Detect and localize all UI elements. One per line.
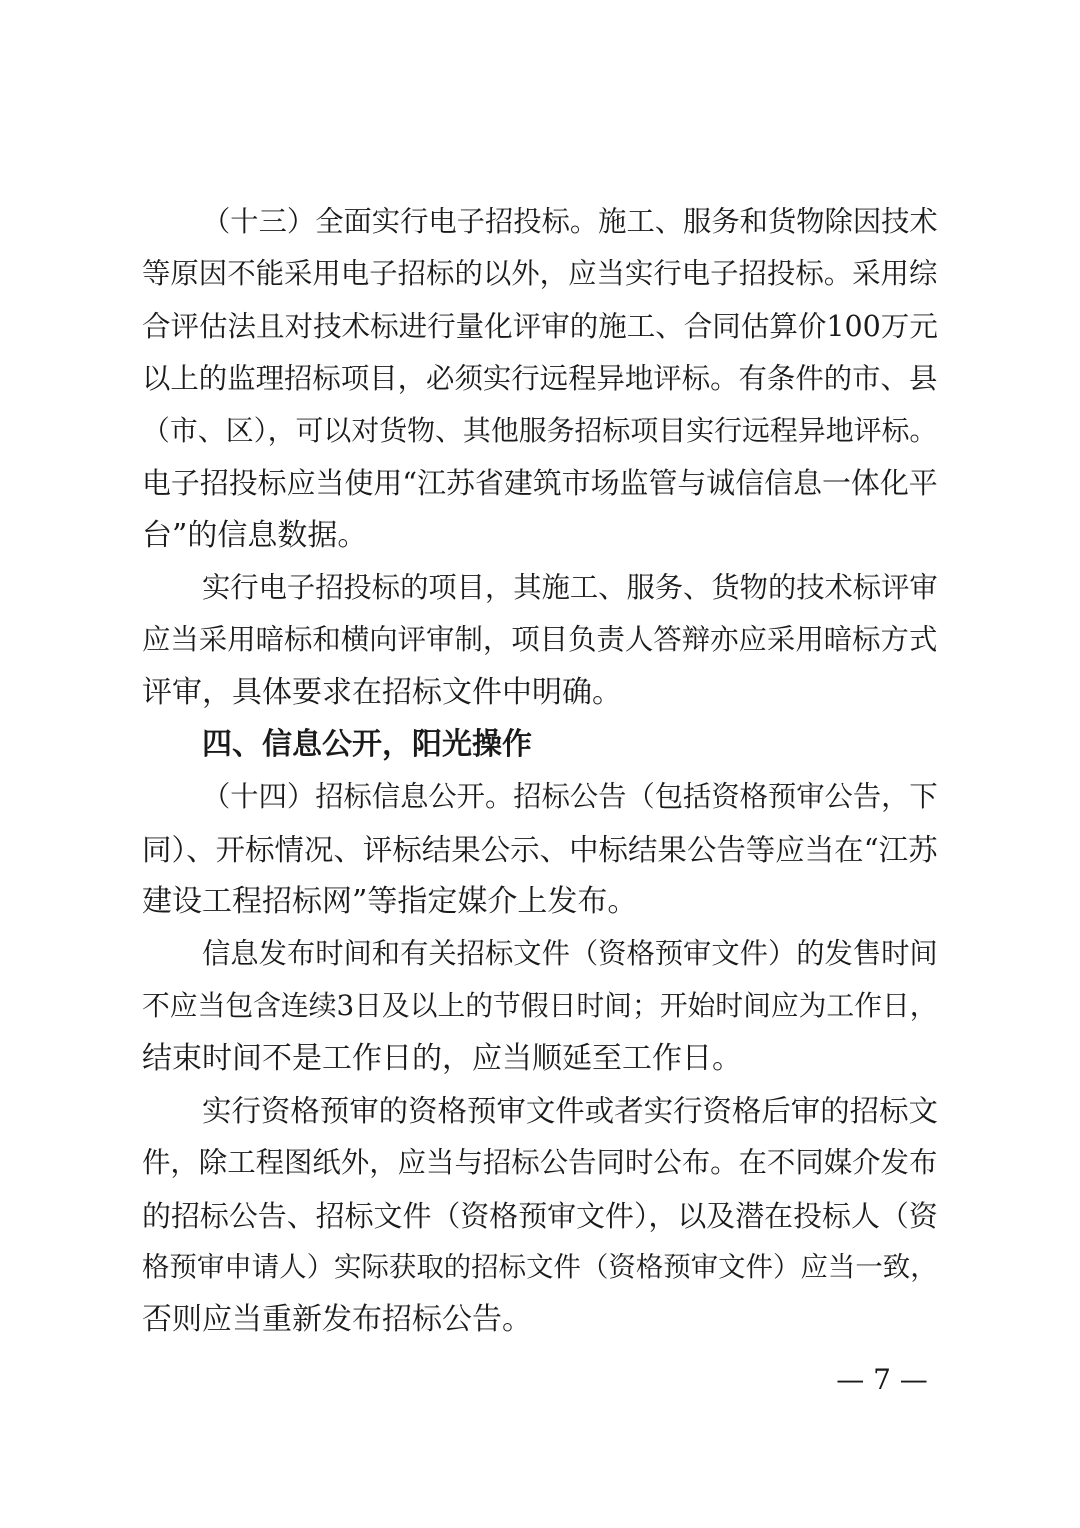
paragraph-line: 应当采用暗标和横向评审制，项目负责人答辩亦应采用暗标方式 [142, 623, 938, 657]
paragraph-line: 实行资格预审的资格预审文件或者实行资格后审的招标文 [202, 1094, 938, 1129]
paragraph-line: （市、区），可以对货物、其他服务招标项目实行远程异地评标。 [142, 414, 938, 448]
heading-text: 四、信息公开，阳光操作 [202, 726, 532, 762]
paragraph [142, 562, 942, 719]
paragraph-line: 否则应当重新发布招标公告。 [142, 1302, 532, 1338]
paragraph-line: 实行电子招投标的项目，其施工、服务、货物的技术标评审 [202, 571, 938, 605]
page-number: — 7 — [836, 1363, 928, 1396]
document-body [142, 196, 942, 1347]
paragraph-line: 的招标公告、招标文件（资格预审文件），以及潜在投标人（资 [142, 1198, 938, 1233]
paragraph-line: 评审，具体要求在招标文件中明确。 [142, 674, 622, 710]
paragraph-line: 合评估法且对技术标进行量化评审的施工、合同估算价100万元 [142, 309, 938, 343]
paragraph-line: （十四）招标信息公开。招标公告（包括资格预审公告，下 [202, 780, 938, 814]
paragraph-line: 件，除工程图纸外，应当与招标公告同时公布。在不同媒介发布 [142, 1146, 938, 1180]
paragraph [142, 1085, 942, 1346]
paragraph [142, 928, 942, 1085]
section-heading [142, 719, 942, 771]
paragraph-line: 以上的监理招标项目，必须实行远程异地评标。有条件的市、县 [142, 361, 938, 395]
paragraph-line: 电子招投标应当使用“江苏省建筑市场监管与诚信信息一体化平 [142, 466, 938, 501]
paragraph-line: 不应当包含连续3日及以上的节假日时间；开始时间应为工作日， [142, 989, 938, 1023]
paragraph-line: 格预审申请人）实际获取的招标文件（资格预审文件）应当一致， [142, 1251, 938, 1283]
paragraph-line: （十三）全面实行电子招投标。施工、服务和货物除因技术 [202, 205, 938, 238]
paragraph [142, 196, 942, 562]
paragraph-line: 建设工程招标网”等指定媒介上发布。 [142, 883, 638, 919]
paragraph-line: 结束时间不是工作日的，应当顺延至工作日。 [142, 1040, 742, 1076]
paragraph-line: 等原因不能采用电子招标的以外，应当实行电子招投标。采用综 [142, 257, 938, 291]
paragraph-line: 台”的信息数据。 [142, 517, 368, 553]
paragraph-line: 信息发布时间和有关招标文件（资格预审文件）的发售时间 [202, 937, 938, 971]
paragraph [142, 771, 942, 928]
paragraph-line: 同）、开标情况、评标结果公示、中标结果公告等应当在“江苏 [142, 832, 938, 867]
